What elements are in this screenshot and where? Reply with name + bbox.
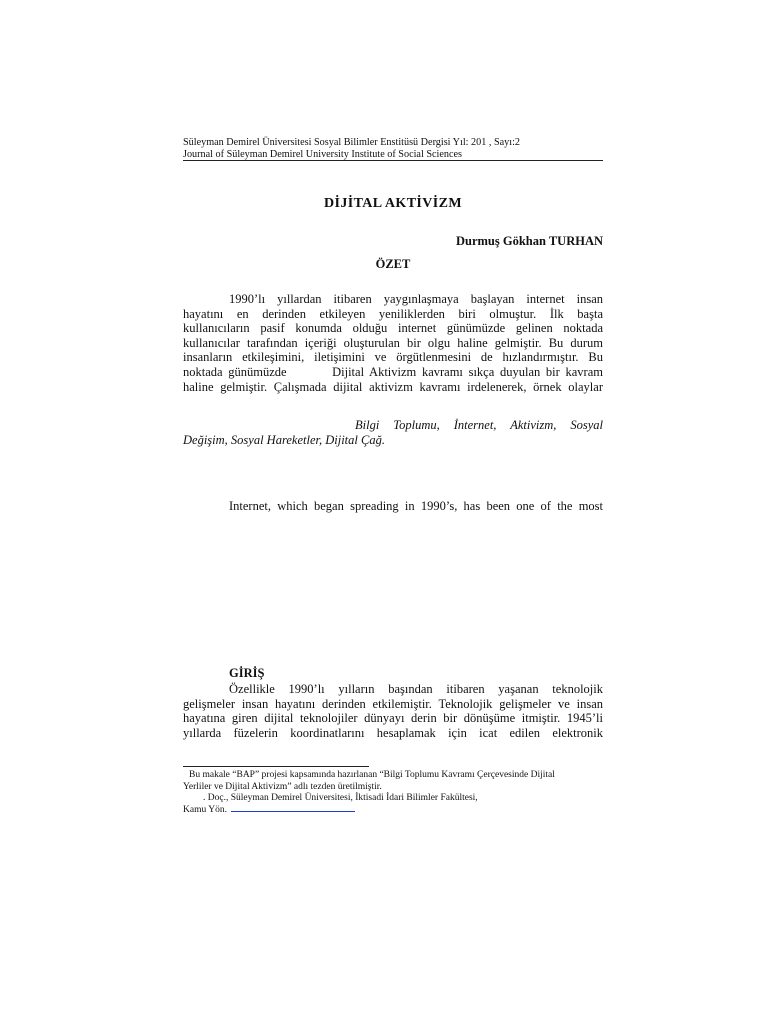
ozet-line: hayatını en derinden etkileyen yeniliklerden biri olmuştur. İlk başta [183, 306, 603, 321]
footnote-2-cont [183, 805, 603, 817]
footnote-2-dept: Kamu Yön. [183, 804, 227, 815]
ozet-line: haline gelmiştir. Çalışmada dijital aktivizm kavramı irdelenerek, örnek olaylar [183, 379, 603, 394]
ozet-line: 1990’lı yıllardan itibaren yaygınlaşmaya başlayan internet insan [229, 292, 603, 306]
ozet-paragraph [183, 292, 603, 394]
giris-paragraph [183, 682, 603, 740]
footnote-1-cont: Yerliler ve Dijital Aktivizm” adlı tezden üretilmiştir. [183, 781, 382, 792]
email-link[interactable] [231, 811, 355, 812]
journal-header [183, 137, 603, 161]
header-rule [183, 160, 603, 161]
footnote-rule [183, 766, 369, 767]
journal-header-turkish: Süleyman Demirel Üniversitesi Sosyal Bilimler Enstitüsü Dergisi Yıl: 201 , Sayı:2 [183, 137, 521, 148]
footnotes [183, 770, 603, 816]
ozet-line: kullanıcıların pasif konumda olduğu internet günümüzde gelinen noktada [183, 321, 603, 336]
giris-line: yıllarda füzelerin koordinatlarını hesaplamak için icat edilen elektronik [183, 725, 603, 740]
keywords-line: Değişim, Sosyal Hareketler, Dijital Çağ. [183, 432, 385, 447]
footnote-2: . Doç., Süleyman Demirel Üniversitesi, İktisadi İdari Bilimler Fakültesi, [203, 793, 478, 804]
keywords-line: Bilgi Toplumu, İnternet, Aktivizm, Sosyal [355, 418, 603, 432]
author-name: Durmuş Gökhan TURHAN [455, 234, 603, 248]
abstract-paragraph [183, 499, 603, 514]
ozet-line: noktada günümüzde Dijital Aktivizm kavramı sıkça duyulan bir kavram [183, 364, 603, 379]
ozet-line: kullanıcılar tarafından içeriği oluşturulan bir olgu haline gelmiştir. Bu durum [183, 335, 603, 350]
giris-heading: GİRİŞ [229, 666, 265, 680]
ozet-heading: ÖZET [375, 257, 411, 271]
giris-line: hayatına giren dijital teknolojiler dünyayı derin bir dönüşüme itmiştir. 1945’li [183, 711, 603, 726]
giris-line: Özellikle 1990’lı yılların başından itibaren yaşanan teknolojik [229, 682, 603, 696]
abstract-line: Internet, which began spreading in 1990’s, has been one of the most [229, 499, 603, 513]
keywords [183, 418, 603, 447]
ozet-line: insanların etkileşimini, iletişimini ve örgütlenmesini de hızlandırmıştır. Bu [183, 350, 603, 365]
article-title: DİJİTAL AKTİVİZM [323, 196, 462, 211]
journal-header-english: Journal of Süleyman Demirel University Institute of Social Sciences [183, 149, 462, 160]
giris-line: gelişmeler insan hayatını derinden etkilemiştir. Teknolojik gelişmeler ve insan [183, 696, 603, 711]
footnote-1: Bu makale “BAP” projesi kapsamında hazırlanan “Bilgi Toplumu Kavramı Çerçevesinde Dijital [189, 770, 555, 780]
